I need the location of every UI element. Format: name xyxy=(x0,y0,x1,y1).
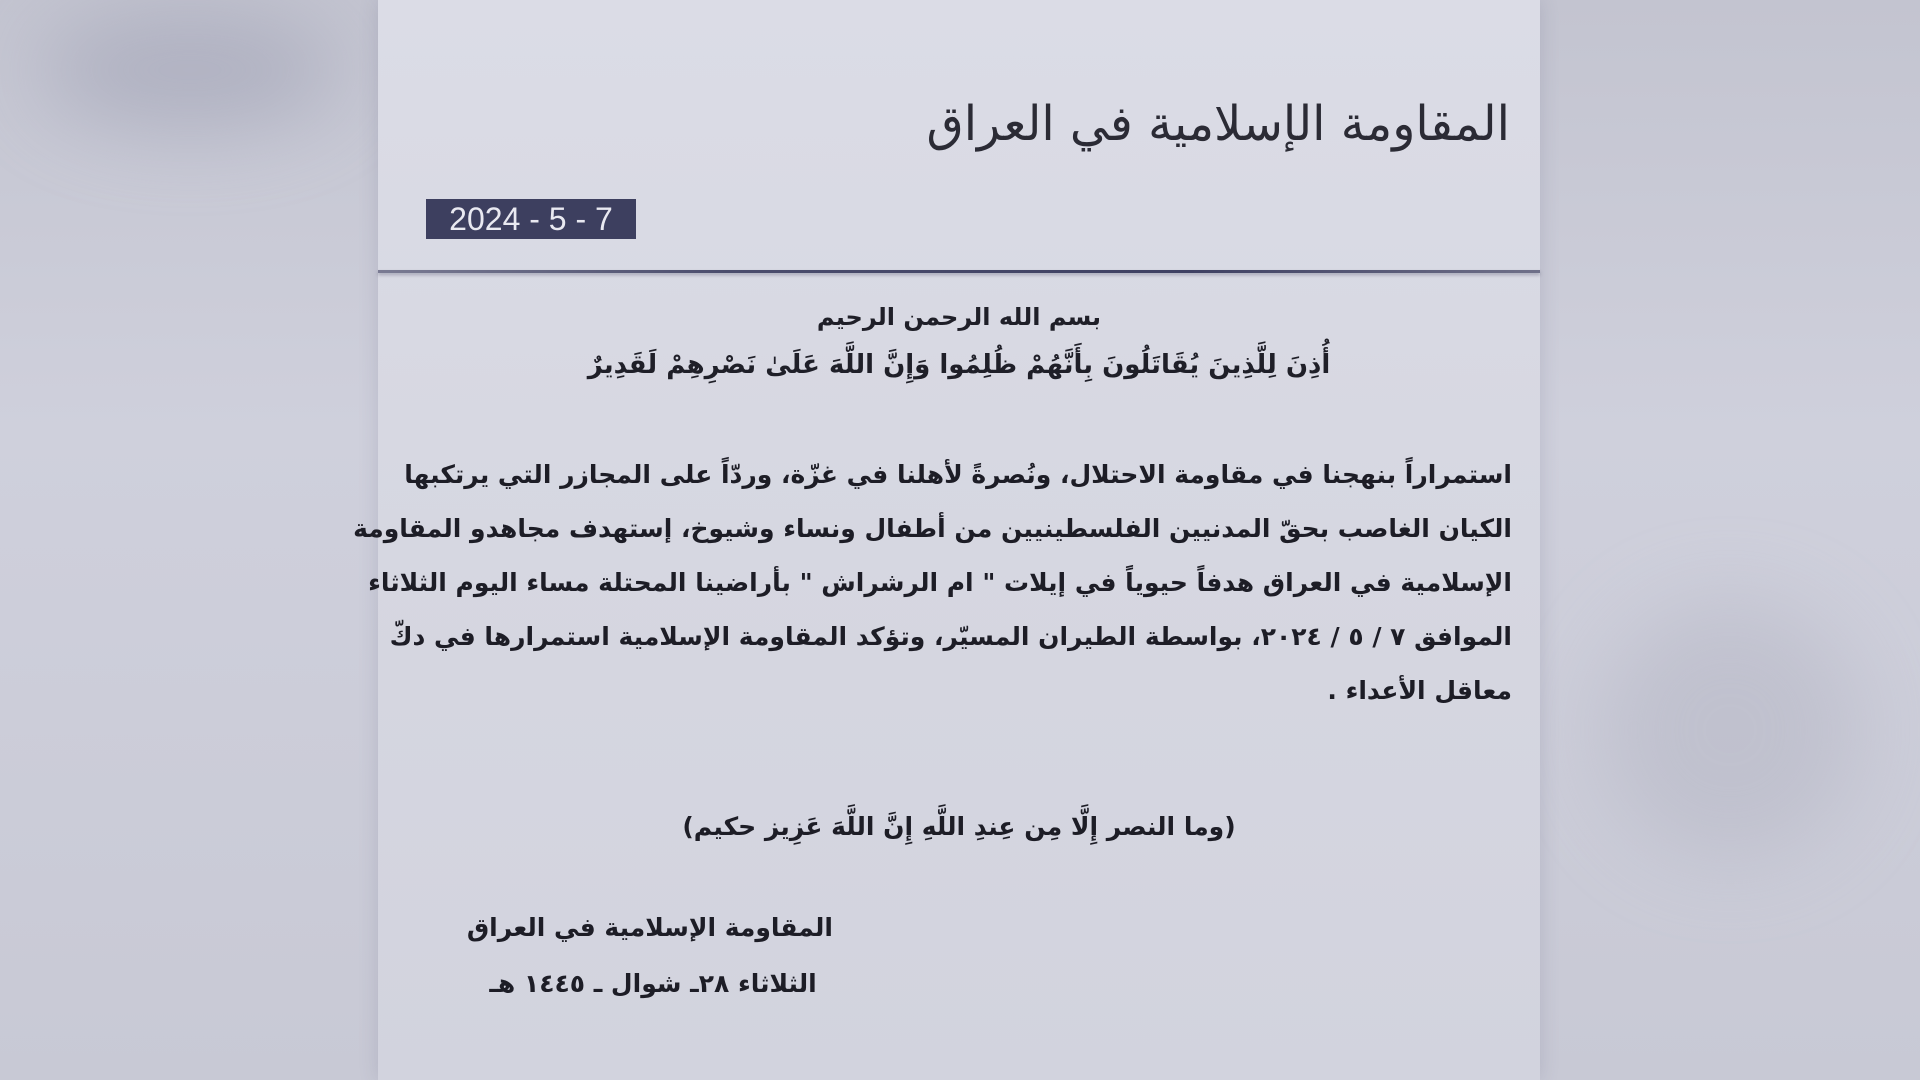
body-line: الكيان الغاصب بحقّ المدنيين الفلسطينيين من أطفال ونساء وشيوخ، إستهدف مجاهدو المقاومة xyxy=(353,514,1512,543)
statement-document xyxy=(353,0,1540,1080)
background-left xyxy=(0,0,378,1080)
basmala: بسم الله الرحمن الرحيم xyxy=(816,303,1102,331)
background-right xyxy=(1540,0,1920,1080)
body-line: استمراراً بنهجنا في مقاومة الاحتلال، ونُصرةً لأهلنا في غزّة، وردّاً على المجازر التي يرتكبها xyxy=(404,460,1512,489)
background-blur xyxy=(40,10,340,130)
organization-logo-title: المقاومة الإسلامية في العراق xyxy=(926,96,1510,152)
body-line: معاقل الأعداء . xyxy=(1327,676,1512,705)
body-line: الموافق ٧ / ٥ / ٢٠٢٤، بواسطة الطيران المسيّر، وتؤكد المقاومة الإسلامية استمرارها في دكّ xyxy=(389,622,1512,651)
signature-date: الثلاثاء ٢٨ـ شوال ـ ١٤٤٥ هـ xyxy=(489,969,817,998)
statement-body xyxy=(353,448,1512,718)
body-line: الإسلامية في العراق هدفاً حيوياً في إيلات " ام الرشراش " بأراضينا المحتلة مساء اليوم الثلاثاء xyxy=(368,568,1512,597)
closing-verse: (وما النصر إِلَّا مِن عِندِ اللَّهِ إِنَّ اللَّهَ عَزِيز حكيم) xyxy=(682,812,1236,841)
background-blur xyxy=(1600,600,1860,860)
signature-block xyxy=(466,900,833,1012)
date-badge: 2024 - 5 - 7 xyxy=(426,199,636,239)
signature-name: المقاومة الإسلامية في العراق xyxy=(466,913,833,942)
header-divider xyxy=(378,270,1540,273)
opening-verse: أُذِنَ لِلَّذِينَ يُقَاتَلُونَ بِأَنَّهُمْ ظُلِمُوا وَإِنَّ اللَّهَ عَلَىٰ نَصْرِهِمْ لَقَدِيرٌ xyxy=(587,350,1331,380)
